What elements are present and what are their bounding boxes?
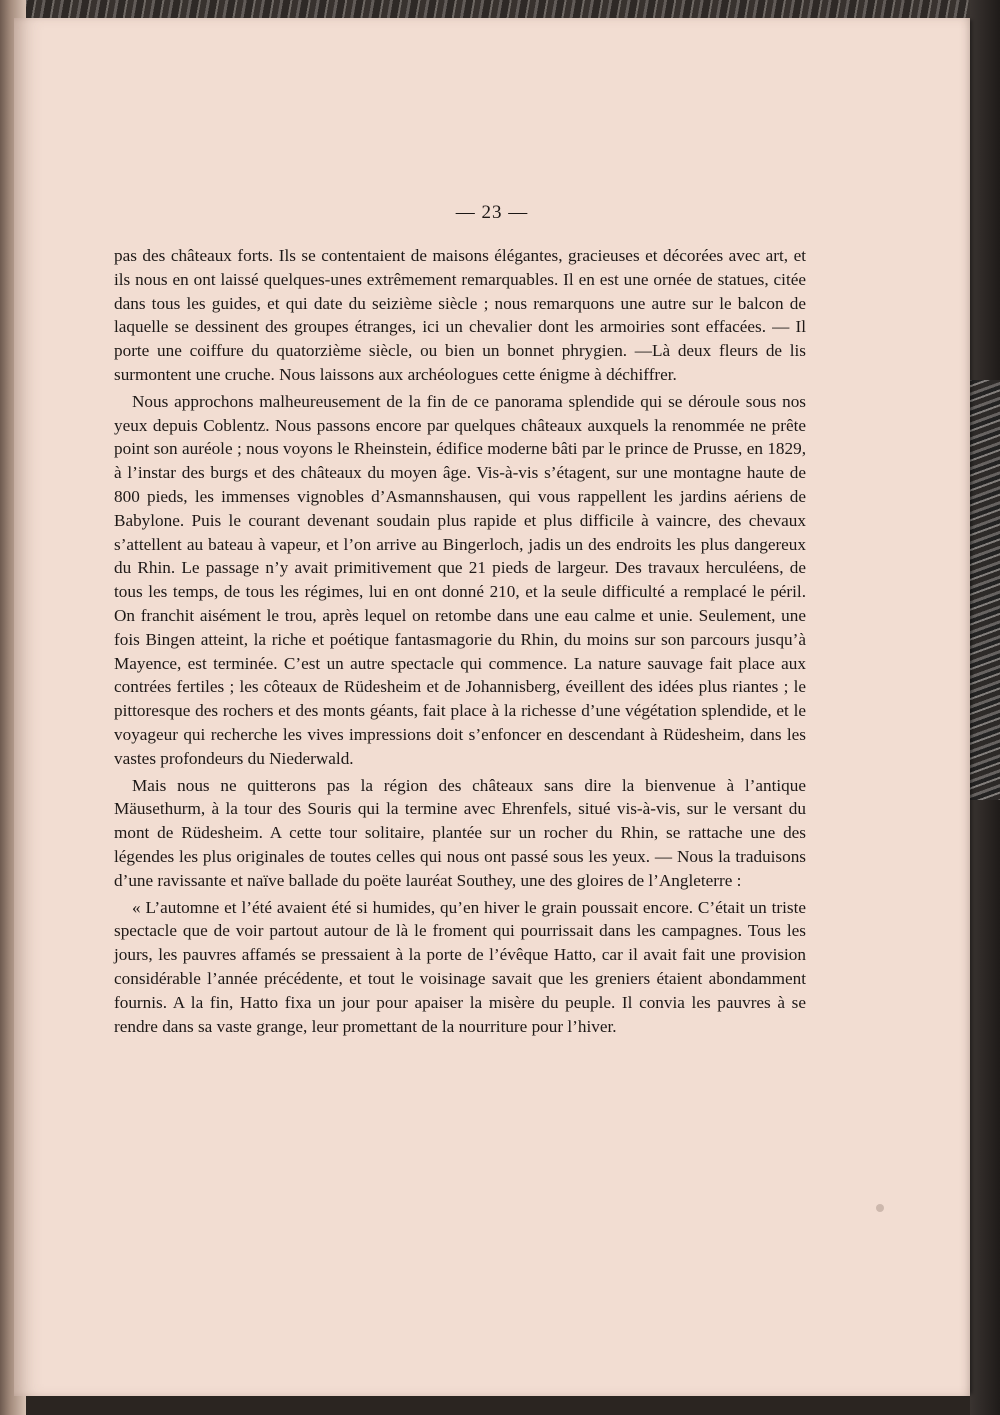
page-body-text: [114, 244, 806, 1038]
book-page: [14, 18, 970, 1396]
paragraph-2: Nous approchons malheureusement de la fin de ce panorama splendide qui se déroule sous nos yeux depuis Coblentz. Nous passons encore par quelques châteaux auxquels la renommée ne prête point son auréole ; nous voyons le Rheinstein, édifice moderne bâti par le prince de Prusse, en 1829, à l’instar des burgs et des châteaux du moyen âge. Vis-à-vis s’étagent, sur une montagne haute de 800 pieds, les immenses vignobles d’Asmannshausen, qui vous rappellent les jardins aériens de Babylone. Puis le courant devenant soudain plus rapide et plus difficile à vaincre, des chevaux s’attellent au bateau à vapeur, et l’on arrive au Bingerloch, jadis un des endroits les plus dangereux du Rhin. Le passage n’y avait primitivement que 21 pieds de largeur. Des travaux herculéens, de tous les temps, de tous les régimes, lui en ont donné 210, et la seule difficulté a remplacé le péril. On franchit aisément le trou, après lequel on retombe dans une eau calme et unie. Seulement, une fois Bingen atteint, la riche et poétique fantasmagorie du Rhin, du moins sur son parcours jusqu’à Mayence, est terminée. C’est un autre spectacle qui commence. La nature sauvage fait place aux contrées fertiles ; les côteaux de Rüdesheim et de Johannisberg, éveillent des idées plus riantes ; le pittoresque des rochers et des monts géants, fait place à la richesse d’une végétation splendide, et le voyageur qui recherche les vives impressions doit s’enfoncer en descendant à Rüdesheim, dans les vastes profondeurs du Niederwald.: [114, 391, 806, 768]
paragraph-4: « L’automne et l’été avaient été si humides, qu’en hiver le grain poussait encore. C’était un triste spectacle que de voir partout autour de là le froment qui pourrissait dans les campagnes. Tous les jours, les pauvres affamés se pressaient à la porte de l’évêque Hatto, car il avait fait une provision considérable l’année précédente, et tout le voisinage savait que les greniers étaient abondamment fournis. A la fin, Hatto fixa un jour pour apaiser la misère du peuple. Il convia les pauvres à se rendre dans sa vaste grange, leur promettant de la nourriture pour l’hiver.: [114, 897, 806, 1036]
paper-stain: [876, 1204, 884, 1212]
page-number: — 23 —: [455, 202, 529, 223]
paragraph-1: pas des châteaux forts. Ils se contentaient de maisons élégantes, gracieuses et décorées avec art, et ils nous en ont laissé quelques-unes extrêmement remarquables. Il en est une ornée de statues, citée dans tous les guides, et qui date du seizième siècle ; nous remarquons une autre sur le balcon de laquelle se dessinent des groupes étranges, ici un chevalier dont les armoiries sont effacées. — Il porte une coiffure du quatorzième siècle, ou bien un bonnet phrygien. —Là deux fleurs de lis surmontent une cruche. Nous laissons aux archéologues cette énigme à déchiffrer.: [114, 246, 806, 384]
paragraph-3: Mais nous ne quitterons pas la région des châteaux sans dire la bienvenue à l’antique Mäusethurm, à la tour des Souris qui la termine avec Ehrenfels, situé vis-à-vis, sur le versant du mont de Rüdesheim. A cette tour solitaire, plantée sur un rocher du Rhin, se rattache une des légendes les plus originales de toutes celles qui nous ont passé sous les yeux. — Nous la traduisons d’une ravissante et naïve ballade du poëte lauréat Southey, une des gloires de l’Angleterre :: [114, 775, 806, 890]
